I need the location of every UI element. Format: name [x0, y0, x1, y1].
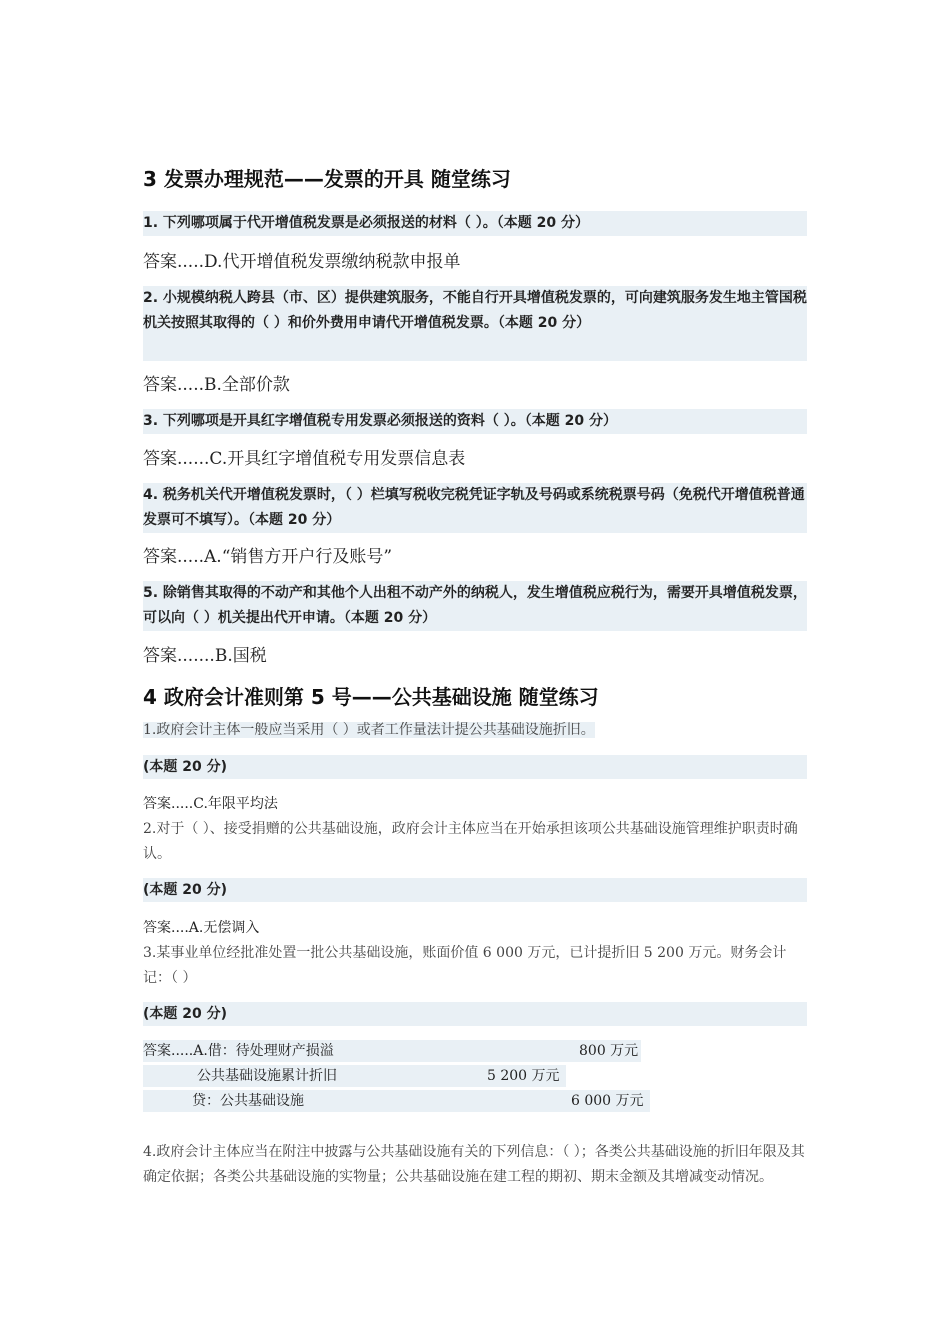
gov-answer-3-credit-line: [143, 1090, 650, 1112]
depreciation-label: 公共基础设施累计折旧: [197, 1068, 337, 1084]
gov-score-3: (本题 20 分): [143, 1002, 807, 1026]
debit-label: 答案.....A.借：待处理财产损溢: [143, 1043, 334, 1059]
answer-5: 答案.......B.国税: [143, 646, 267, 666]
debit-amount: 800 万元: [579, 1043, 639, 1059]
question-3: 3. 下列哪项是开具红字增值税专用发票必须报送的资料（ ）。（本题 20 分）: [143, 409, 807, 434]
question-2: 2. 小规模纳税人跨县（市、区）提供建筑服务，不能自行开具增值税发票的，可向建筑服务发生地主管国税机关按照其取得的（ ）和价外费用申请代开增值税发票。（本题 20 分）: [143, 286, 807, 361]
gov-answer-3-depreciation-line: [143, 1065, 566, 1087]
credit-label: 贷：公共基础设施: [192, 1093, 304, 1109]
answer-3: 答案......C.开具红字增值税专用发票信息表: [143, 449, 466, 469]
answer-1: 答案.....D.代开增值税发票缴纳税款申报单: [143, 252, 461, 272]
gov-answer-2: 答案....A.无偿调入: [143, 920, 260, 936]
question-4: 4. 税务机关代开增值税发票时，（ ）栏填写税收完税凭证字轨及号码或系统税票号码（免税代开增值税普通发票可不填写）。（本题 20 分）: [143, 483, 807, 533]
question-1: 1. 下列哪项属于代开增值税发票是必须报送的材料（ ）。（本题 20 分）: [143, 211, 807, 236]
depreciation-amount: 5 200 万元: [487, 1068, 560, 1084]
credit-amount: 6 000 万元: [571, 1093, 644, 1109]
gov-question-2: 2.对于（ ）、接受捐赠的公共基础设施，政府会计主体应当在开始承担该项公共基础设施管理维护职责时确认。: [143, 821, 798, 862]
gov-score-2: (本题 20 分): [143, 878, 807, 902]
gov-question-4: 4.政府会计主体应当在附注中披露与公共基础设施有关的下列信息：（ ）；各类公共基础设施的折旧年限及其确定依据；各类公共基础设施的实物量；公共基础设施在建工程的期初、期末金额及其增减变动情况。: [143, 1144, 805, 1185]
section-4-title: 4 政府会计准则第 5 号——公共基础设施 随堂练习: [143, 685, 599, 709]
gov-answer-3-debit-line: [143, 1040, 641, 1062]
gov-answer-1: 答案.....C.年限平均法: [143, 796, 278, 812]
gov-score-1: (本题 20 分): [143, 755, 807, 779]
section-3-title: 3 发票办理规范——发票的开具 随堂练习: [143, 167, 511, 191]
question-5: 5. 除销售其取得的不动产和其他个人出租不动产外的纳税人，发生增值税应税行为，需要开具增值税发票，可以向（ ）机关提出代开申请。（本题 20 分）: [143, 581, 807, 631]
gov-question-1: 1.政府会计主体一般应当采用（ ）或者工作量法计提公共基础设施折旧。: [143, 722, 595, 738]
answer-4: 答案.....A.“销售方开户行及账号”: [143, 547, 393, 567]
answer-2: 答案.....B.全部价款: [143, 375, 290, 395]
gov-question-3: 3.某事业单位经批准处置一批公共基础设施，账面价值 6 000 万元，已计提折旧 5 200 万元。财务会计记：（ ）: [143, 945, 787, 986]
